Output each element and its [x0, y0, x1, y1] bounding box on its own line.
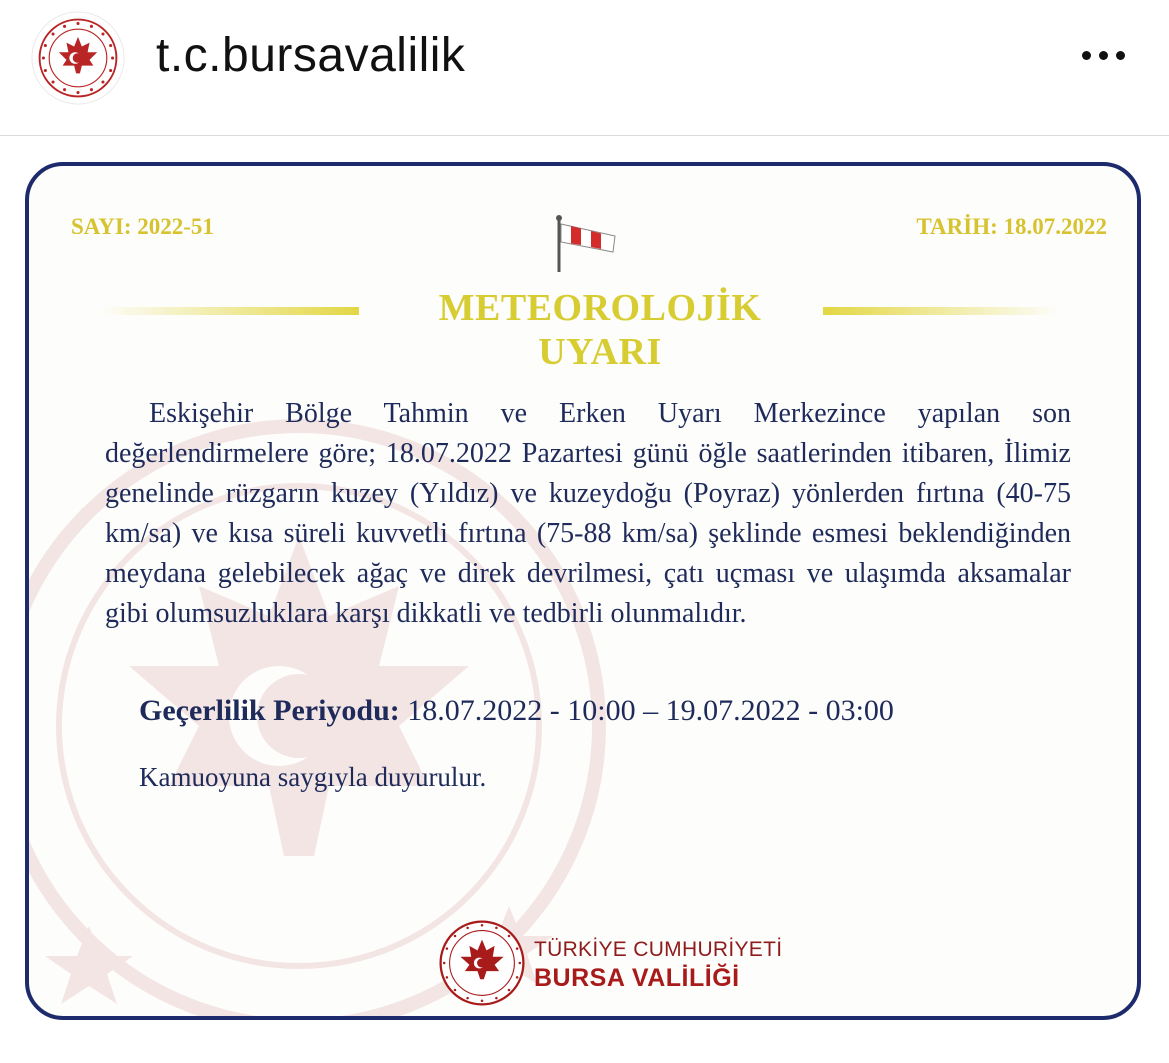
- bursa-valiligi-seal-icon[interactable]: [30, 10, 126, 106]
- validity-value: 18.07.2022 - 10:00 – 19.07.2022 - 03:00: [399, 694, 894, 727]
- footer-line-1: TÜRKİYE CUMHURİYETİ: [534, 938, 783, 961]
- username[interactable]: t.c.bursavalilik: [156, 29, 466, 82]
- footer-line-2: BURSA VALİLİĞİ: [534, 964, 740, 992]
- title-row: [99, 286, 1059, 373]
- announcement-body: Eskişehir Bölge Tahmin ve Erken Uyarı Merkezince yapılan son değerlendirmelere göre; 18.07.2022 Pazartesi günü öğle saatlerinden itibaren, İlimiz genelinde rüzgarın kuzey (Yıldız) ve kuzeydoğu (Poyraz) yönlerden fırtına (40-75 km/sa) ve kısa süreli kuvvetli fırtına (75-88 km/sa) şeklinde esmesi beklendiğinden meydana gelebilecek ağaç ve direk devrilmesi, çatı uçması ve ulaşımda aksamalar gibi olumsuzluklara karşı dikkatli ve tedbirli olunmalıdır.: [105, 398, 1071, 629]
- title-rule-left: [99, 307, 359, 315]
- title-rule-right: [823, 307, 1059, 315]
- document-number: SAYI: 2022-51: [71, 214, 214, 239]
- post-header: [0, 0, 1169, 136]
- bursa-valiligi-logo-icon: [437, 918, 527, 1008]
- post-image[interactable]: [0, 137, 1169, 1063]
- closing-line: Kamuoyuna saygıyla duyurulur.: [139, 762, 487, 792]
- announcement-title: METEOROLOJİK UYARI: [438, 287, 762, 373]
- more-options-icon[interactable]: [1076, 38, 1130, 72]
- document-date: TARİH: 18.07.2022: [916, 214, 1107, 239]
- announcement-card: [25, 162, 1141, 1020]
- validity-period: [139, 694, 894, 728]
- dot: [1082, 51, 1091, 60]
- dot: [1116, 51, 1125, 60]
- windsock-icon: [553, 214, 623, 274]
- dot: [1099, 51, 1108, 60]
- validity-label: Geçerlilik Periyodu:: [139, 694, 400, 727]
